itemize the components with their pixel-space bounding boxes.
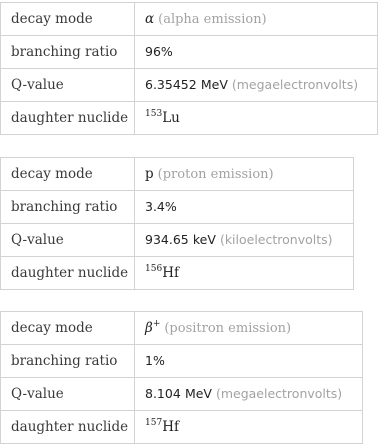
decay-table-positron (0, 311, 363, 444)
q-value-row (1, 224, 354, 257)
decay-mode-value (135, 312, 363, 345)
daughter-nuclide-label: daughter nuclide (1, 257, 135, 290)
decay-name: (alpha emission) (158, 12, 267, 27)
q-value-unit-name: (kiloelectronvolts) (219, 232, 333, 247)
daughter-nuclide-label: daughter nuclide (1, 411, 135, 444)
q-value-row (1, 69, 378, 102)
q-value-unit-name: (megaelectronvolts) (231, 77, 359, 92)
branching-ratio-row (1, 36, 378, 69)
daughter-element: Lu (162, 110, 180, 126)
branching-ratio-row (1, 345, 363, 378)
branching-ratio-value (135, 36, 378, 69)
daughter-element: Hf (162, 419, 179, 435)
decay-name: (positron emission) (164, 321, 292, 336)
decay-symbol: p (145, 166, 154, 182)
daughter-nuclide-value (135, 411, 363, 444)
q-value-unit: keV (192, 232, 216, 247)
decay-mode-value (135, 3, 378, 36)
branching-ratio-label: branching ratio (1, 345, 135, 378)
q-value-unit: MeV (200, 77, 228, 92)
decay-mode-label: decay mode (1, 158, 135, 191)
branching-ratio-label: branching ratio (1, 191, 135, 224)
decay-symbol: β (145, 320, 153, 336)
branching-ratio-number: 3.4% (145, 199, 177, 214)
daughter-nuclide-row (1, 257, 354, 290)
decay-table-alpha (0, 2, 378, 135)
decay-mode-row (1, 158, 354, 191)
q-value-value (135, 378, 363, 411)
q-value-label: Q-value (1, 69, 135, 102)
branching-ratio-value (135, 191, 354, 224)
daughter-nuclide-row (1, 411, 363, 444)
q-value-unit-name: (megaelectronvolts) (215, 386, 343, 401)
daughter-nuclide-value (135, 102, 378, 135)
decay-mode-row (1, 312, 363, 345)
q-value-value (135, 69, 378, 102)
branching-ratio-label: branching ratio (1, 36, 135, 69)
q-value-label: Q-value (1, 224, 135, 257)
branching-ratio-value (135, 345, 363, 378)
q-value-number: 6.35452 (145, 77, 197, 92)
branching-ratio-number: 1% (145, 353, 165, 368)
q-value-number: 8.104 (145, 386, 181, 401)
q-value-row (1, 378, 363, 411)
daughter-nuclide-value (135, 257, 354, 290)
daughter-mass-number: 157 (145, 418, 163, 428)
decay-mode-row (1, 3, 378, 36)
decay-mode-label: decay mode (1, 3, 135, 36)
decay-name: (proton emission) (157, 167, 274, 182)
decay-table-proton (0, 157, 354, 290)
q-value-value (135, 224, 354, 257)
branching-ratio-row (1, 191, 354, 224)
q-value-number: 934.65 (145, 232, 189, 247)
decay-mode-label: decay mode (1, 312, 135, 345)
decay-mode-value (135, 158, 354, 191)
decay-symbol: α (145, 11, 155, 27)
daughter-nuclide-row (1, 102, 378, 135)
daughter-mass-number: 153 (145, 109, 163, 119)
decay-symbol-superscript: + (152, 319, 161, 329)
daughter-nuclide-label: daughter nuclide (1, 102, 135, 135)
daughter-mass-number: 156 (145, 264, 163, 274)
branching-ratio-number: 96% (145, 44, 173, 59)
daughter-element: Hf (162, 265, 179, 281)
q-value-unit: MeV (184, 386, 212, 401)
q-value-label: Q-value (1, 378, 135, 411)
